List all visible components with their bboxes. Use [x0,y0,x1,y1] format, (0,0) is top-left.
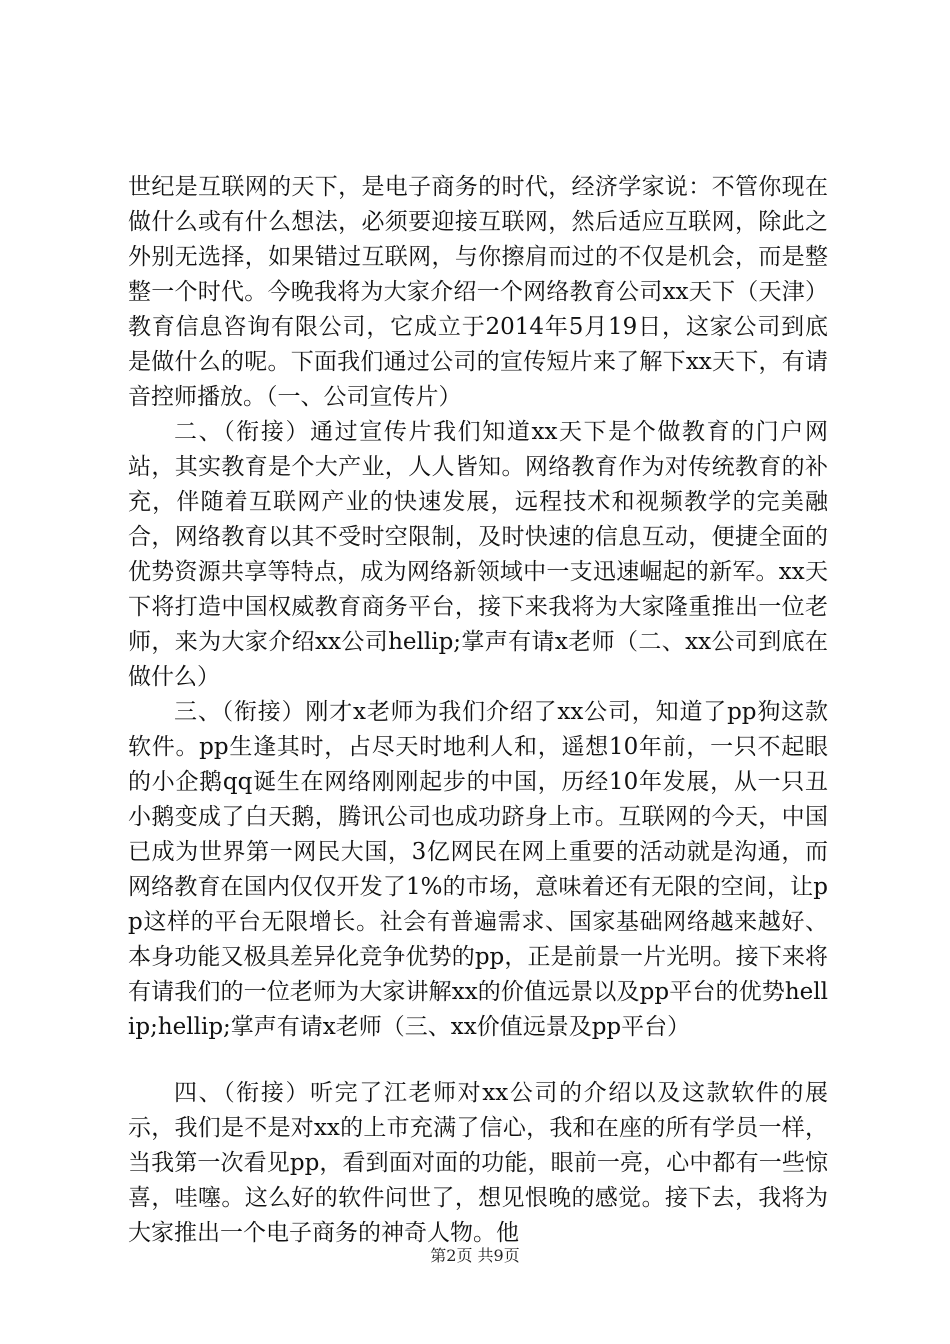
page-number-footer: 第2页 共9页 [430,1246,520,1265]
paragraph-section-four: 四、（衔接）听完了江老师对xx公司的介绍以及这款软件的展示，我们是不是对xx的上市充满了信心，我和在座的所有学员一样，当我第一次看见pp，看到面对面的功能，眼前一亮，心中都有一些惊喜，哇噻。这么好的软件问世了，想见恨晚的感觉。接下去，我将为大家推出一个电子商务的神奇人物。他 [128,1080,828,1246]
paragraph-section-three: 三、（衔接）刚才x老师为我们介绍了xx公司，知道了pp狗这款软件。pp生逢其时，占尽天时地利人和，遥想10年前，一只不起眼的小企鹅qq诞生在网络刚刚起步的中国，历经10年发展，从一只丑小鹅变成了白天鹅，腾讯公司也成功跻身上市。互联网的今天，中国已成为世界第一网民大国，3亿网民在网上重要的活动就是沟通，而网络教育在国内仅仅开发了1%的市场，意味着还有无限的空间，让pp这样的平台无限增长。社会有普遍需求、国家基础网络越来越好、本身功能又极具差异化竞争优势的pp，正是前景一片光明。接下来将有请我们的一位老师为大家讲解xx的价值远景以及pp平台的优势hellip;hellip;掌声有请x老师（三、xx价值远景及pp平台） [128,699,828,1040]
paragraph-intro: 世纪是互联网的天下，是电子商务的时代，经济学家说：不管你现在做什么或有什么想法，必须要迎接互联网，然后适应互联网，除此之外别无选择，如果错过互联网，与你擦肩而过的不仅是机会，而是整整一个时代。今晚我将为大家介绍一个网络教育公司xx天下（天津）教育信息咨询有限公司，它成立于2014年5月19日，这家公司到底是做什么的呢。下面我们通过公司的宣传短片来了解下xx天下，有请音控师播放。（一、公司宣传片） [128,174,828,410]
paragraph-section-two: 二、（衔接）通过宣传片我们知道xx天下是个做教育的门户网站，其实教育是个大产业，人人皆知。网络教育作为对传统教育的补充，伴随着互联网产业的快速发展，远程技术和视频教学的完美融合，网络教育以其不受时空限制，及时快速的信息互动，便捷全面的优势资源共享等特点，成为网络新领域中一支迅速崛起的新军。xx天下将打造中国权威教育商务平台，接下来我将为大家隆重推出一位老师，来为大家介绍xx公司hellip;掌声有请x老师（二、xx公司到底在做什么） [128,419,828,690]
document-body [128,170,828,1251]
